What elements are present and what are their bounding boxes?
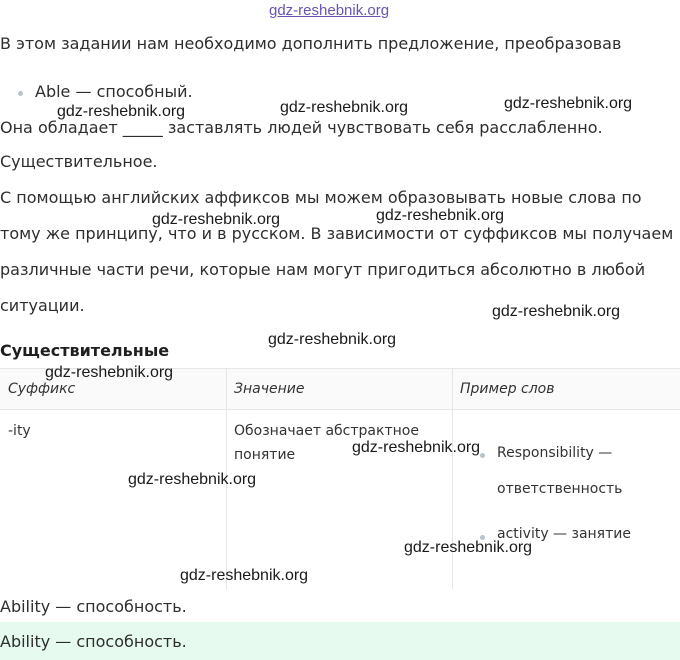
watermark: gdz-reshebnik.org xyxy=(45,364,174,381)
table-title: Существительные xyxy=(0,341,170,360)
header-meaning: Значение xyxy=(234,381,305,397)
watermark: gdz-reshebnik.org xyxy=(268,331,397,348)
answer-text: Ability — способность. xyxy=(0,597,187,616)
bullet-dot-icon xyxy=(18,91,23,96)
paragraph-line-4: ситуации. xyxy=(0,296,85,315)
bullet-item: Able — способный. xyxy=(35,82,193,101)
watermark: gdz-reshebnik.org xyxy=(492,303,621,320)
cell-meaning-line-1: Обозначает абстрактное xyxy=(234,423,419,439)
watermark: gdz-reshebnik.org xyxy=(57,103,186,120)
paragraph-line-3: различные части речи, которые нам могут пригодиться абсолютно в любой xyxy=(0,260,646,279)
answer-highlight-box xyxy=(0,622,680,660)
cell-suffix: -ity xyxy=(8,423,31,439)
example-1-line-1: Responsibility — xyxy=(497,445,613,461)
header-suffix: Суффикс xyxy=(8,381,76,397)
header-cell-examples xyxy=(452,369,680,410)
bullet-dot-icon xyxy=(480,453,485,458)
suffix-table xyxy=(0,368,680,589)
paragraph-line-2: тому же принципу, что и в русском. В зависимости от суффиксов мы получаем xyxy=(0,224,674,243)
answer-highlight-text: Ability — способность. xyxy=(0,632,187,651)
watermark: gdz-reshebnik.org xyxy=(352,439,481,456)
part-of-speech: Существительное. xyxy=(0,152,158,171)
watermark: gdz-reshebnik.org xyxy=(128,471,257,488)
cell-meaning-line-2: понятие xyxy=(234,447,296,463)
watermark: gdz-reshebnik.org xyxy=(180,567,309,584)
watermark-link[interactable]: gdz-reshebnik.org xyxy=(269,2,390,19)
sentence-text: Она обладает _____ заставлять людей чувствовать себя расслабленно. xyxy=(0,118,603,137)
header-examples: Пример слов xyxy=(460,381,555,397)
watermark: gdz-reshebnik.org xyxy=(280,99,409,116)
header-cell-meaning xyxy=(226,369,452,410)
example-1-line-2: ответственность xyxy=(497,481,623,497)
watermark: gdz-reshebnik.org xyxy=(504,95,633,112)
example-2: activity — занятие xyxy=(497,526,631,542)
intro-text: В этом задании нам необходимо дополнить предложение, преобразовав xyxy=(0,34,622,53)
watermark: gdz-reshebnik.org xyxy=(152,211,281,228)
watermark: gdz-reshebnik.org xyxy=(404,539,533,556)
paragraph-line-1: С помощью английских аффиксов мы можем образовывать новые слова по xyxy=(0,188,642,207)
watermark: gdz-reshebnik.org xyxy=(376,207,505,224)
